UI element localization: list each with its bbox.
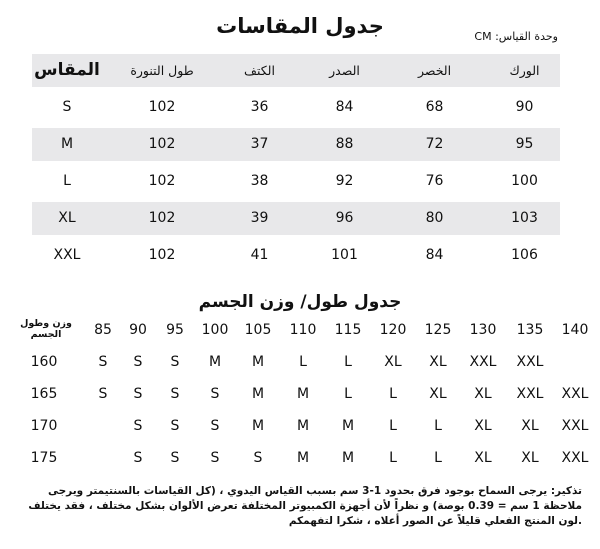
weight-header: 90 <box>129 322 147 338</box>
cell-skirt-length: 102 <box>148 247 176 263</box>
cell-size: L <box>63 173 71 189</box>
note-line-2: ملاحظة 1 سم = 0.39 بوصة) و نظراً لأن أجهزة الكمبيوتر المختلفة تعرض الألوان بشكل مختلف ، فقد يختلف <box>28 500 582 512</box>
cell-waist: 68 <box>425 99 444 115</box>
table-row <box>32 202 560 235</box>
header-shoulder: الكتف <box>244 63 275 78</box>
size-cell: XXL <box>516 386 544 402</box>
size-cell: L <box>434 418 442 434</box>
height-label: 175 <box>30 450 58 466</box>
size-cell: XXL <box>469 354 497 370</box>
size-cell: L <box>344 354 352 370</box>
size-cell: M <box>251 386 265 402</box>
size-cell: M <box>208 354 222 370</box>
size-cell: XXL <box>516 354 544 370</box>
weight-header: 135 <box>516 322 544 338</box>
cell-hip: 95 <box>515 136 534 152</box>
weight-header: 105 <box>244 322 272 338</box>
weight-header: 125 <box>424 322 452 338</box>
height-weight-title: جدول طول/ وزن الجسم <box>198 292 402 312</box>
size-cell: S <box>253 450 263 466</box>
cell-size: M <box>60 136 74 152</box>
size-cell: XL <box>521 450 539 466</box>
weight-header: 115 <box>334 322 362 338</box>
cell-bust: 101 <box>331 247 358 263</box>
cell-waist: 80 <box>425 210 444 226</box>
size-cell: M <box>296 450 310 466</box>
size-cell: S <box>133 386 143 402</box>
size-cell: S <box>170 450 180 466</box>
size-cell: S <box>170 418 180 434</box>
cell-bust: 92 <box>335 173 354 189</box>
size-cell: L <box>389 386 397 402</box>
header-waist: الخصر <box>417 63 452 78</box>
header-bust: الصدر <box>329 63 360 78</box>
size-cell: XXL <box>561 418 589 434</box>
cell-size: XL <box>58 210 76 226</box>
size-cell: L <box>344 386 352 402</box>
size-cell: S <box>98 354 108 370</box>
size-cell: M <box>296 386 310 402</box>
size-cell: XL <box>429 386 447 402</box>
cell-waist: 76 <box>425 173 444 189</box>
cell-skirt-length: 102 <box>148 173 176 189</box>
cell-shoulder: 41 <box>250 247 269 263</box>
cell-waist: 84 <box>425 247 444 263</box>
cell-size: XXL <box>53 247 81 263</box>
header-size: المقاس <box>34 60 100 80</box>
cell-skirt-length: 102 <box>148 99 176 115</box>
size-cell: XL <box>474 450 492 466</box>
weight-header: 120 <box>379 322 407 338</box>
size-cell: L <box>299 354 307 370</box>
cell-bust: 88 <box>335 136 354 152</box>
weight-header: 85 <box>94 322 112 338</box>
size-cell: XL <box>474 418 492 434</box>
size-cell: L <box>434 450 442 466</box>
cell-hip: 100 <box>511 173 538 189</box>
table-row <box>32 128 560 161</box>
size-cell: S <box>210 386 220 402</box>
size-cell: S <box>98 386 108 402</box>
cell-hip: 106 <box>511 247 538 263</box>
cell-skirt-length: 102 <box>148 210 176 226</box>
cell-hip: 103 <box>511 210 538 226</box>
size-cell: XXL <box>561 450 589 466</box>
weight-header: 95 <box>166 322 184 338</box>
size-cell: S <box>133 450 143 466</box>
size-cell: M <box>296 418 310 434</box>
height-label: 160 <box>30 354 58 370</box>
size-cell: XXL <box>561 386 589 402</box>
note-line-1: تذكير: يرجى السماح بوجود فرق بحدود 1-3 سم بسبب القياس اليدوي ، (كل القياسات بالسنتيمتر ويرجى <box>47 485 582 497</box>
weight-header: 140 <box>561 322 589 338</box>
size-cell: S <box>170 354 180 370</box>
height-label: 165 <box>30 386 58 402</box>
table-row <box>32 239 560 272</box>
weight-header: 110 <box>289 322 317 338</box>
header-skirt-length: طول التنورة <box>130 63 194 78</box>
size-cell: S <box>210 418 220 434</box>
cell-skirt-length: 102 <box>148 136 176 152</box>
table-header-row <box>32 54 560 87</box>
cell-shoulder: 37 <box>250 136 269 152</box>
size-cell: XL <box>384 354 402 370</box>
size-cell: M <box>341 450 355 466</box>
size-cell: S <box>133 418 143 434</box>
header-hip: الورك <box>509 63 540 78</box>
size-cell: M <box>251 354 265 370</box>
note-line-3: .لون المنتج الفعلي قليلاً عن الصور أعلاه ، شكرا لتفهمكم <box>288 515 582 527</box>
size-cell: XL <box>521 418 539 434</box>
cell-shoulder: 36 <box>250 99 269 115</box>
weight-header: 100 <box>201 322 229 338</box>
table-row <box>32 91 560 124</box>
size-cell: L <box>389 450 397 466</box>
size-cell: M <box>341 418 355 434</box>
cell-bust: 84 <box>335 99 354 115</box>
size-cell: L <box>389 418 397 434</box>
cell-bust: 96 <box>335 210 354 226</box>
cell-size: S <box>62 99 72 115</box>
table-row <box>32 165 560 198</box>
height-label: 170 <box>30 418 58 434</box>
size-cell: S <box>133 354 143 370</box>
size-cell: S <box>210 450 220 466</box>
cell-shoulder: 39 <box>250 210 269 226</box>
size-cell: XL <box>429 354 447 370</box>
cell-shoulder: 38 <box>250 173 269 189</box>
corner-label: وزن وطول الجسم <box>20 318 72 340</box>
size-cell: S <box>170 386 180 402</box>
size-cell: XL <box>474 386 492 402</box>
cell-waist: 72 <box>425 136 444 152</box>
unit-label: وحدة القياس: CM <box>474 30 558 43</box>
cell-hip: 90 <box>515 99 534 115</box>
size-chart-title: جدول المقاسات <box>216 14 384 38</box>
size-cell: M <box>251 418 265 434</box>
weight-header: 130 <box>469 322 497 338</box>
